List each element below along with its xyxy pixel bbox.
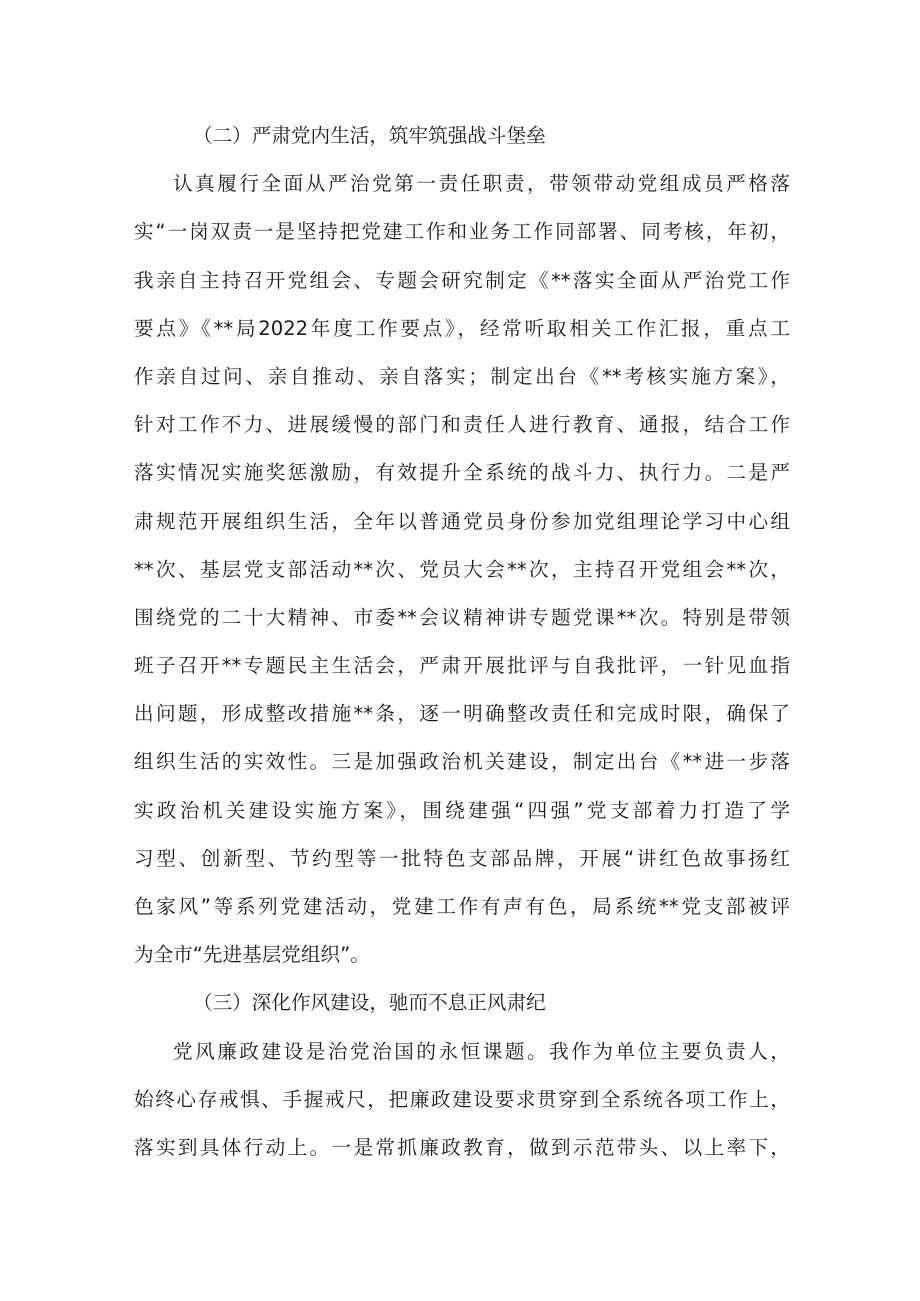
paragraph-line: 实“一岗双责一是坚持把党建工作和业务工作同部署、同考核，年初，	[134, 220, 790, 244]
paragraph-line: 习型、创新型、节约型等一批特色支部品牌，开展“讲红色故事扬红	[134, 846, 790, 870]
paragraph-line: 针对工作不力、进展缓慢的部门和责任人进行教育、通报，结合工作	[134, 413, 790, 437]
paragraph-line: 要点》《**局2022年度工作要点》，经常听取相关工作汇报，重点工	[134, 316, 790, 340]
document-body	[134, 112, 790, 1172]
paragraph-line: 作亲自过问、亲自推动、亲自落实；制定出台《**考核实施方案》，	[134, 364, 790, 388]
section-heading-2: （二）严肃党内生活，筑牢筑强战斗堡垒	[193, 124, 546, 147]
paragraph-line: 始终心存戒惧、手握戒尺，把廉政建设要求贯穿到全系统各项工作上，	[134, 1087, 790, 1111]
paragraph-line: 落实到具体行动上。一是常抓廉政教育，做到示范带头、以上率下，	[134, 1135, 790, 1159]
paragraph-line: 落实情况实施奖惩激励，有效提升全系统的战斗力、执行力。二是严	[134, 461, 790, 485]
paragraph-line-last: 为全市“先进基层党组织”。	[134, 943, 370, 967]
section-heading-3: （三）深化作风建设，驰而不息正风肃纪	[193, 991, 546, 1015]
paragraph-line: 我亲自主持召开党组会、专题会研究制定《**落实全面从严治党工作	[134, 268, 790, 292]
paragraph-line: 实政治机关建设实施方案》，围绕建强“四强”党支部着力打造了学	[134, 798, 790, 822]
paragraph-line: 班子召开**专题民主生活会，严肃开展批评与自我批评，一针见血指	[134, 654, 790, 678]
paragraph-line: 党风廉政建设是治党治国的永恒课题。我作为单位主要负责人，	[173, 1039, 790, 1063]
paragraph-line: 围绕党的二十大精神、市委**会议精神讲专题党课**次。特别是带领	[134, 605, 790, 629]
paragraph-line: 组织生活的实效性。三是加强政治机关建设，制定出台《**进一步落	[134, 750, 790, 774]
paragraph-line: 色家风”等系列党建活动，党建工作有声有色，局系统**党支部被评	[134, 895, 790, 918]
paragraph-line: 出问题，形成整改措施**条，逐一明确整改责任和完成时限，确保了	[134, 702, 790, 726]
paragraph-line: 肃规范开展组织生活，全年以普通党员身份参加党组理论学习中心组	[134, 509, 790, 533]
paragraph-line: 认真履行全面从严治党第一责任职责，带领带动党组成员严格落	[173, 172, 790, 196]
paragraph-line: **次、基层党支部活动**次、党员大会**次，主持召开党组会**次，	[134, 557, 790, 581]
